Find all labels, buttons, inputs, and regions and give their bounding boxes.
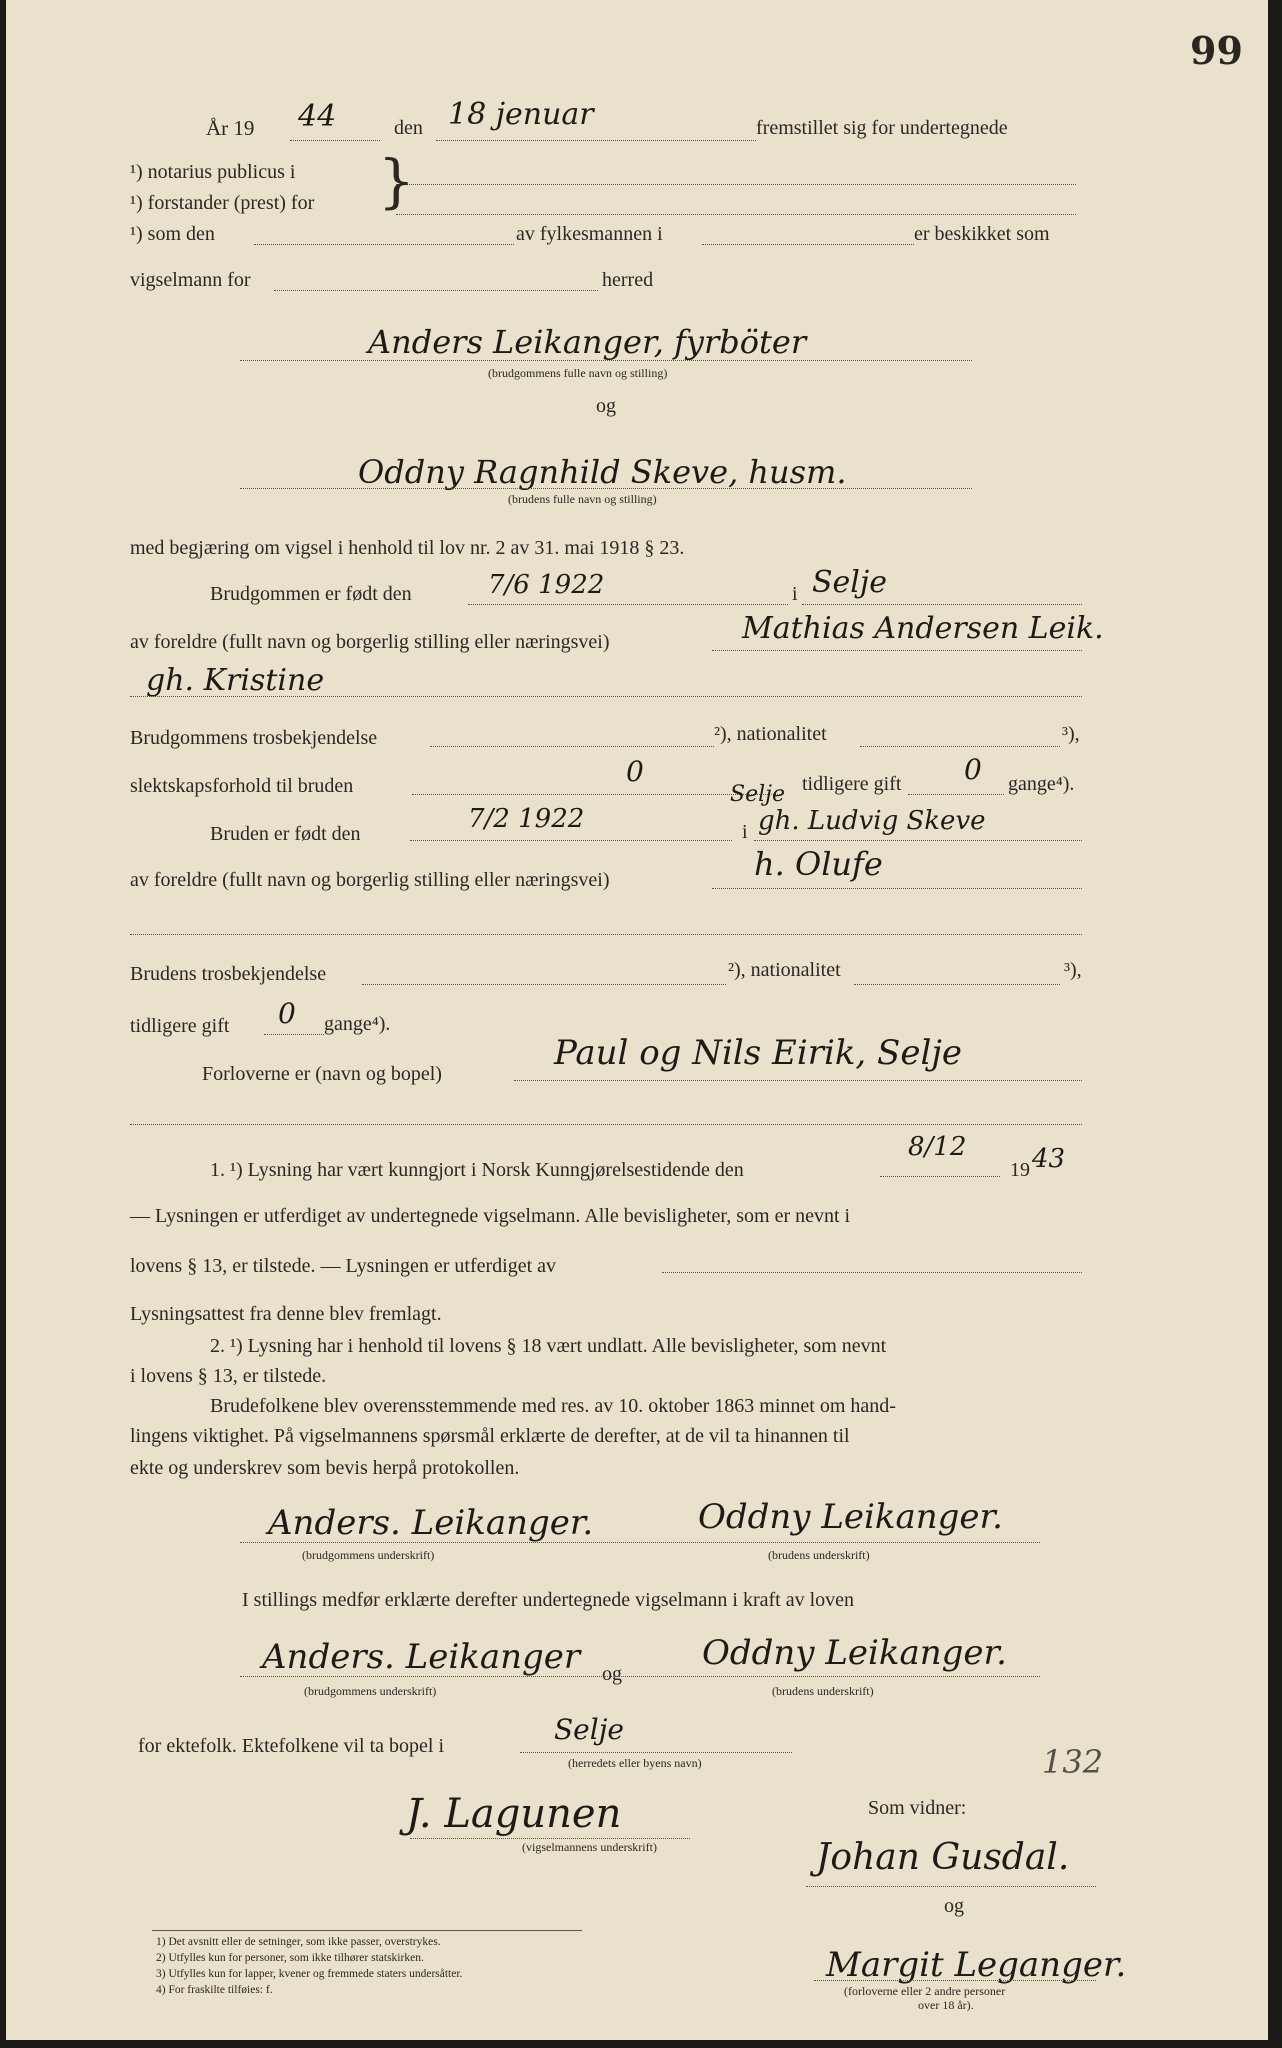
gange-label-1: gange⁴).	[1008, 773, 1075, 795]
groom-name-caption: (brudgommens fulle navn og stilling)	[488, 366, 668, 380]
paragraph-line-b: lingens viktighet. På vigselmannens spørsmål erklærte de derefter, at de vil ta hinannen til	[130, 1425, 850, 1447]
year-handwritten: 44	[298, 99, 337, 134]
witness-line-2	[814, 1980, 1096, 1981]
groom-trosbekj-line	[430, 746, 714, 747]
vigselmann-for-label: vigselmann for	[130, 269, 251, 291]
bride-parents-label: av foreldre (fullt navn og borgerlig stilling eller næringsvei)	[130, 869, 610, 891]
slektskap-line	[412, 794, 780, 795]
beskikket-label: er beskikket som	[914, 223, 1050, 245]
footnote-4: 4) For fraskilte tilføies: f.	[156, 1984, 273, 1996]
forloverne-handwritten: Paul og Nils Eirik, Selje	[554, 1033, 962, 1073]
nationalitet-label-2: ²), nationalitet	[728, 959, 841, 981]
witness-caption-1: (forloverne eller 2 andre personer	[844, 1984, 1006, 1998]
date-handwritten: 18 jenuar	[448, 97, 594, 132]
notarius-line	[396, 184, 1076, 185]
fylkesmannen-label: av fylkesmannen i	[516, 223, 663, 245]
og-label-2: og	[602, 1663, 622, 1685]
groom-signature-2: Anders. Leikanger	[262, 1637, 581, 1677]
bride-place-line	[754, 840, 1082, 841]
groom-signature-caption-1: (brudgommens underskrift)	[302, 1548, 435, 1562]
witness-caption-2: over 18 år).	[918, 1998, 974, 2012]
herred-caption: (herredets eller byens navn)	[568, 1756, 702, 1770]
bride-name-line	[240, 488, 972, 489]
tidligere-gift-line-1	[908, 794, 1004, 795]
section1-date-handwritten: 8/12	[908, 1132, 967, 1162]
bopel-handwritten: Selje	[554, 1713, 624, 1746]
bruden-fodt-label: Bruden er født den	[210, 823, 361, 845]
bopel-line	[520, 1752, 792, 1753]
og-label: og	[596, 395, 616, 417]
tidligere-gift-handwritten-1: 0	[964, 753, 982, 786]
paragraph-line-a: Brudefolkene blev overensstemmende med res. av 10. oktober 1863 minnet om hand-	[210, 1395, 896, 1417]
i-stillings-text: I stillings medfør erklærte derefter undertegnede vigselmann i kraft av loven	[242, 1589, 855, 1611]
groom-parents-label: av foreldre (fullt navn og borgerlig stilling eller næringsvei)	[130, 631, 610, 653]
forloverne-label: Forloverne er (navn og bopel)	[202, 1063, 442, 1085]
bride-parents-line	[712, 888, 1082, 889]
som-den-label: ¹) som den	[130, 223, 215, 245]
fremstillet-label: fremstillet sig for undertegnede	[756, 117, 1008, 139]
date-line	[436, 140, 756, 141]
nationalitet-label-1: ²), nationalitet	[714, 723, 827, 745]
bride-parents-line-2	[130, 934, 1082, 935]
fylkesmannen-line	[702, 244, 914, 245]
notarius-label: ¹) notarius publicus i	[130, 161, 296, 183]
groom-name-handwritten: Anders Leikanger, fyrböter	[368, 323, 807, 361]
brace: }	[378, 147, 415, 215]
section1-date-line	[880, 1176, 1000, 1177]
witness-line-1	[806, 1886, 1096, 1887]
section2-line-a: 2. ¹) Lysning har i henhold til lovens § 18 vært undlatt. Alle bevisligheter, som nevnt	[210, 1335, 887, 1357]
nationalitet-line-2	[854, 984, 1060, 985]
footnote-2: 2) Utfylles kun for personer, som ikke tilhører statskirken.	[156, 1952, 424, 1964]
og-label-3: og	[944, 1895, 964, 1917]
herred-label: herred	[602, 269, 654, 291]
section1-line-c: lovens § 13, er tilstede. — Lysningen er utferdiget av	[130, 1255, 557, 1277]
tidligere-gift-label-2: tidligere gift	[130, 1015, 230, 1037]
footnote-3: 3) Utfylles kun for lapper, kvener og fremmede staters undersåtter.	[156, 1968, 463, 1980]
bride-signature-1: Oddny Leikanger.	[698, 1497, 1003, 1537]
groom-place-handwritten: Selje	[812, 565, 887, 600]
groom-parents-handwritten-1: Mathias Andersen Leik.	[742, 611, 1104, 646]
forloverne-line-2	[130, 1124, 1082, 1125]
bride-place-handwritten-1: Selje	[730, 782, 785, 807]
witness-signature-1: Johan Gusdal.	[816, 1837, 1070, 1878]
for-ektefolk-text: for ektefolk. Ektefolkene vil ta bopel i	[138, 1735, 445, 1757]
officiant-signature: J. Lagunen	[406, 1791, 622, 1837]
section1-line-c-dots	[662, 1272, 1082, 1273]
bride-trosbekj-label: Brudens trosbekjendelse	[130, 963, 327, 985]
slektskap-label: slektskapsforhold til bruden	[130, 775, 354, 797]
bride-signature-2: Oddny Leikanger.	[702, 1633, 1007, 1673]
signature-line-2	[240, 1676, 1040, 1677]
groom-signature-caption-2: (brudgommens underskrift)	[304, 1684, 437, 1698]
groom-birth-line	[468, 604, 788, 605]
year-prefix: År 19	[206, 116, 255, 140]
tidligere-gift-label-1: tidligere gift	[802, 773, 902, 795]
med-begjaering-text: med begjæring om vigsel i henhold til lov nr. 2 av 31. mai 1918 § 23.	[130, 537, 685, 559]
i-label: i	[792, 583, 798, 605]
groom-parents-line	[712, 650, 1082, 651]
forstander-label: ¹) forstander (prest) for	[130, 192, 315, 214]
footnote-1: 1) Det avsnitt eller de setninger, som ikke passer, overstrykes.	[156, 1936, 441, 1948]
sup3-label-1: ³),	[1062, 723, 1080, 745]
paragraph-line-c: ekte og underskrev som bevis herpå protokollen.	[130, 1457, 520, 1479]
bride-name-caption: (brudens fulle navn og stilling)	[508, 492, 657, 506]
groom-birth-handwritten: 7/6 1922	[488, 570, 605, 600]
bride-parents-handwritten: h. Olufe	[754, 845, 883, 883]
tidligere-gift-handwritten-2: 0	[278, 997, 296, 1030]
i-label-2: i	[742, 821, 748, 843]
tidligere-gift-line-2	[264, 1034, 324, 1035]
section1-year-handwritten: 43	[1032, 1144, 1066, 1174]
som-den-line	[254, 244, 514, 245]
section1-line-d: Lysningsattest fra denne blev fremlagt.	[130, 1303, 442, 1325]
bride-signature-caption-2: (brudens underskrift)	[772, 1684, 874, 1698]
witness-signature-2: Margit Leganger.	[826, 1945, 1127, 1985]
forloverne-line	[514, 1080, 1082, 1081]
brudgommen-fodt-label: Brudgommen er født den	[210, 583, 412, 605]
groom-parents-line-2	[130, 696, 1082, 697]
som-vidner-label: Som vidner:	[868, 1797, 967, 1819]
groom-trosbekj-label: Brudgommens trosbekjendelse	[130, 727, 378, 749]
nationalitet-line-1	[860, 746, 1060, 747]
bride-name-handwritten: Oddny Ragnhild Skeve, husm.	[358, 453, 847, 491]
bride-trosbekj-line	[362, 984, 726, 985]
bride-place-handwritten-2: gh. Ludvig Skeve	[758, 806, 986, 836]
year-line	[290, 140, 380, 141]
section1-line-b: — Lysningen er utferdiget av undertegnede vigselmann. Alle bevisligheter, som er nevnt i	[130, 1205, 851, 1227]
bride-birth-handwritten: 7/2 1922	[468, 804, 585, 834]
footnote-rule	[152, 1930, 582, 1931]
slektskap-handwritten: 0	[626, 755, 644, 788]
groom-name-line	[240, 360, 972, 361]
page-number: 99	[1190, 28, 1243, 73]
bride-birth-line	[410, 840, 732, 841]
groom-parents-handwritten-2: gh. Kristine	[146, 663, 325, 698]
officiant-signature-caption: (vigselmannens underskrift)	[522, 1840, 657, 1854]
gange-label-2: gange⁴).	[324, 1013, 391, 1035]
margin-number: 132	[1042, 1743, 1104, 1781]
vigselmann-line	[274, 290, 598, 291]
marriage-record-page	[6, 0, 1268, 2040]
sup3-label-2: ³),	[1064, 959, 1082, 981]
section1-year-prefix: 19	[1010, 1159, 1030, 1181]
groom-signature-1: Anders. Leikanger.	[268, 1503, 594, 1543]
officiant-signature-line	[410, 1838, 690, 1839]
bride-signature-caption-1: (brudens underskrift)	[768, 1548, 870, 1562]
section2-line-b: i lovens § 13, er tilstede.	[130, 1365, 327, 1387]
groom-place-line	[802, 604, 1082, 605]
signature-line-1	[240, 1542, 1040, 1543]
section1-line-a: 1. ¹) Lysning har vært kunngjort i Norsk Kunngjørelsestidende den	[210, 1159, 744, 1181]
forstander-line	[396, 214, 1076, 215]
den-label: den	[394, 117, 423, 139]
